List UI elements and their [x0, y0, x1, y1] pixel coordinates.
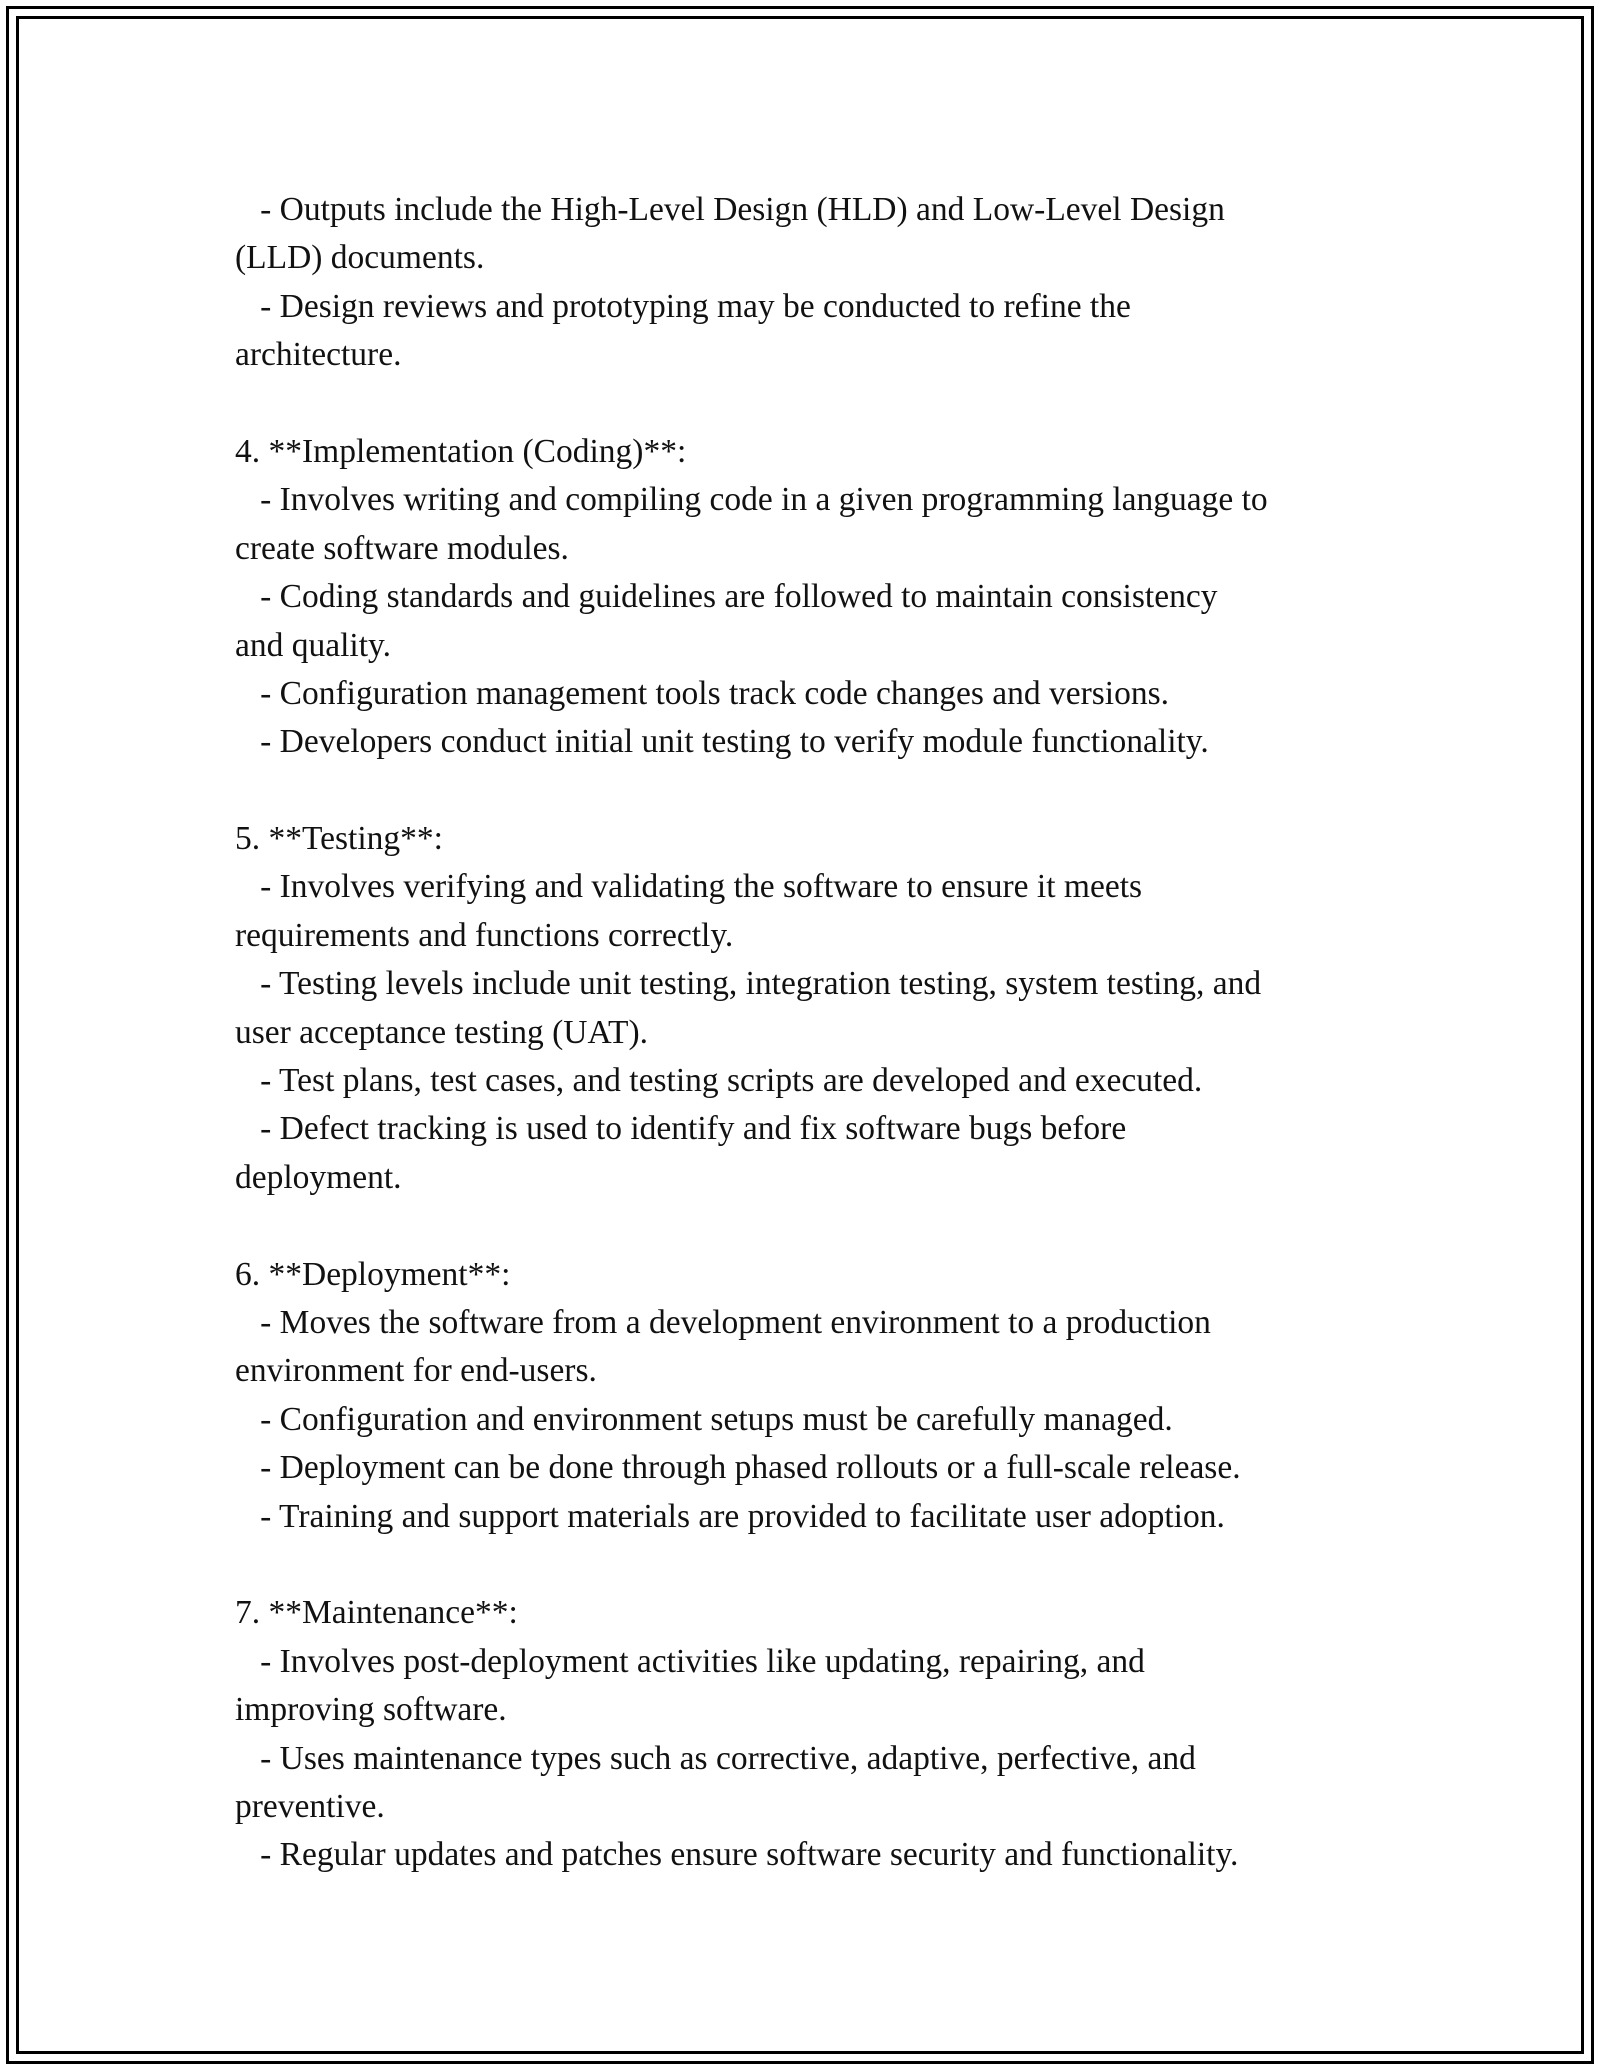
section-continuation — [235, 186, 1385, 380]
section-heading: 5. **Testing**: — [235, 820, 443, 858]
text-line: - Uses maintenance types such as corrective, adaptive, perfective, and — [235, 1739, 1196, 1777]
text-line: - Training and support materials are provided to facilitate user adoption. — [235, 1497, 1225, 1535]
paragraph-gap — [235, 380, 1385, 428]
text-line: - Developers conduct initial unit testing to verify module functionality. — [235, 723, 1209, 761]
section-heading: 6. **Deployment**: — [235, 1255, 511, 1293]
text-line: - Testing levels include unit testing, integration testing, system testing, and — [235, 965, 1262, 1003]
text-line: environment for end-users. — [235, 1352, 597, 1390]
paragraph-gap — [235, 1202, 1385, 1250]
text-line: requirements and functions correctly. — [235, 916, 734, 954]
text-line: - Involves verifying and validating the software to ensure it meets — [235, 868, 1143, 906]
text-line: - Configuration and environment setups must be carefully managed. — [235, 1400, 1173, 1438]
text-line: - Outputs include the High-Level Design (HLD) and Low-Level Design — [235, 191, 1225, 228]
text-line: and quality. — [235, 626, 391, 664]
section-heading: 7. **Maintenance**: — [235, 1594, 518, 1632]
text-line: improving software. — [235, 1691, 507, 1729]
text-line: - Test plans, test cases, and testing scripts are developed and executed. — [235, 1062, 1203, 1100]
section-testing — [235, 815, 1385, 1202]
section-implementation — [235, 428, 1385, 767]
text-line: preventive. — [235, 1787, 385, 1825]
text-line: - Configuration management tools track code changes and versions. — [235, 674, 1170, 712]
paragraph-gap — [235, 767, 1385, 815]
text-line: - Involves post-deployment activities like updating, repairing, and — [235, 1642, 1145, 1680]
text-line: - Involves writing and compiling code in a given programming language to — [235, 481, 1268, 519]
section-maintenance — [235, 1589, 1385, 1879]
text-line: - Regular updates and patches ensure software security and functionality. — [235, 1836, 1239, 1874]
section-deployment — [235, 1251, 1385, 1541]
text-line: deployment. — [235, 1158, 402, 1196]
text-line: - Coding standards and guidelines are followed to maintain consistency — [235, 578, 1218, 616]
text-line: - Design reviews and prototyping may be conducted to refine the — [235, 287, 1131, 325]
text-line: architecture. — [235, 336, 402, 374]
text-line: - Moves the software from a development environment to a production — [235, 1303, 1211, 1341]
section-heading: 4. **Implementation (Coding)**: — [235, 432, 687, 470]
text-line: create software modules. — [235, 529, 569, 567]
paragraph-gap — [235, 1541, 1385, 1589]
text-line: user acceptance testing (UAT). — [235, 1013, 648, 1051]
text-line: - Defect tracking is used to identify and fix software bugs before — [235, 1110, 1127, 1148]
text-line: (LLD) documents. — [235, 239, 485, 277]
document-body — [235, 186, 1385, 1880]
text-line: - Deployment can be done through phased rollouts or a full-scale release. — [235, 1449, 1241, 1487]
